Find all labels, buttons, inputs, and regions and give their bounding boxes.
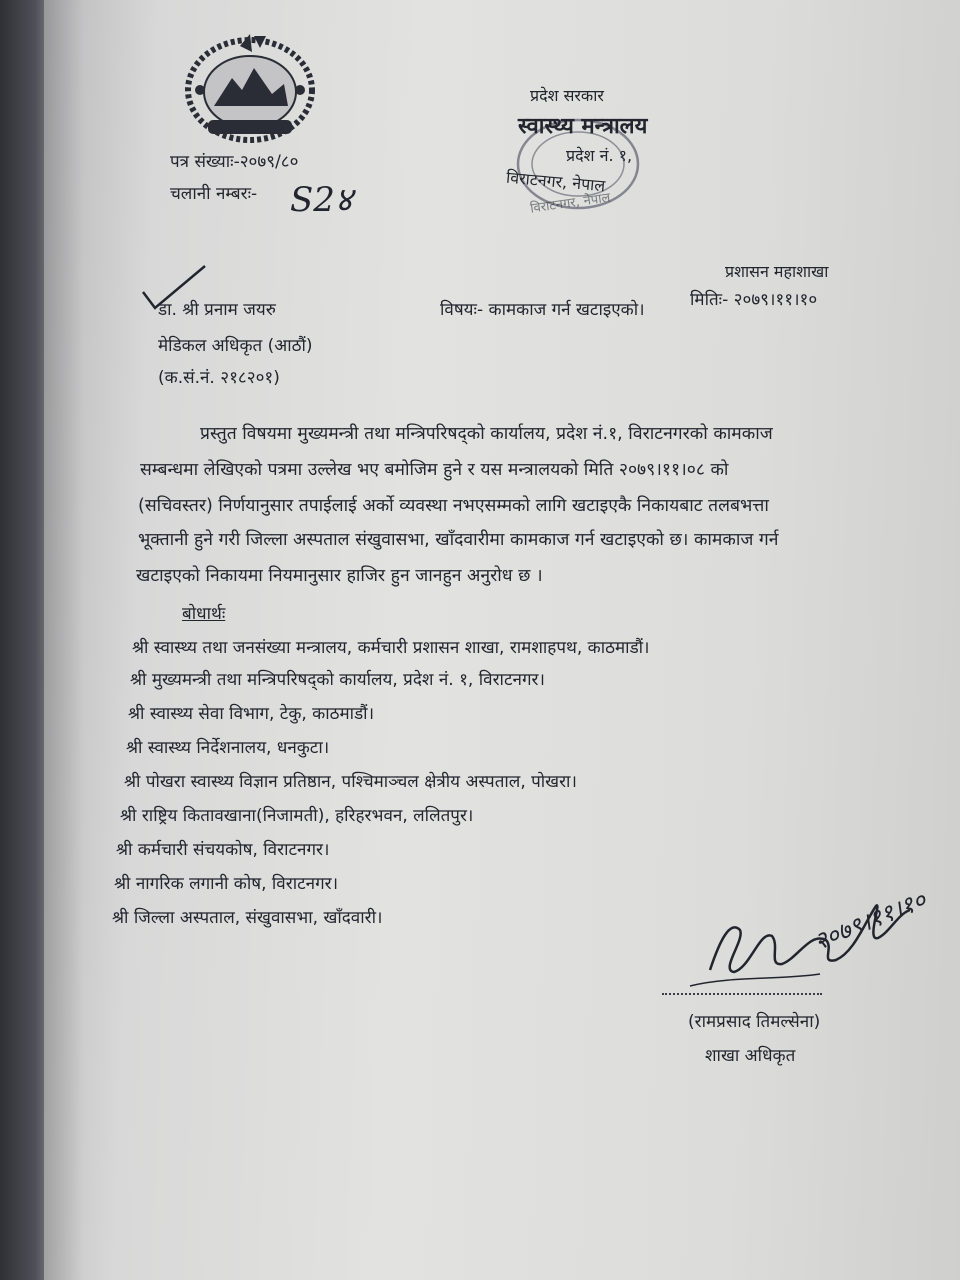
cc-item: श्री स्वास्थ्य सेवा विभाग, टेकु, काठमाडौं।	[128, 704, 375, 724]
office-line-1: प्रदेश सरकार	[530, 86, 604, 105]
body-line-1: प्रस्तुत विषयमा मुख्यमन्त्री तथा मन्त्रिपरिषद्को कार्यालय, प्रदेश नं.१, विराटनगरको कामकाज	[200, 424, 773, 444]
body-line-5: खटाइएको निकायमा नियमानुसार हाजिर हुन जानहुन अनुरोध छ ।	[136, 566, 543, 586]
cc-item: श्री मुख्यमन्त्री तथा मन्त्रिपरिषद्को कार्यालय, प्रदेश नं. १, विराटनगर।	[130, 670, 545, 690]
nepal-emblem-icon	[180, 28, 320, 146]
branch-name: प्रशासन महाशाखा	[725, 262, 829, 281]
cc-item: श्री कर्मचारी संचयकोष, विराटनगर।	[116, 840, 330, 860]
recipient-id: (क.सं.नं. २१८२०१)	[158, 368, 280, 388]
signature-date: २०७९।११।१०	[810, 885, 930, 956]
page-fold-shadow	[44, 0, 84, 1280]
office-line-3: प्रदेश नं. १,	[566, 146, 633, 165]
cc-item: श्री राष्ट्रिय कितावखाना(निजामती), हरिहरभवन, ललितपुर।	[120, 806, 474, 826]
cc-item: श्री पोखरा स्वास्थ्य विज्ञान प्रतिष्ठान, पश्चिमाञ्चल क्षेत्रीय अस्पताल, पोखरा।	[124, 772, 577, 792]
dispatch-number: S2४	[290, 180, 353, 220]
seal-text: विराटनगर, नेपाल	[529, 190, 612, 217]
cc-item: श्री स्वास्थ्य निर्देशनालय, धनकुटा।	[126, 738, 330, 758]
signatory-name: (रामप्रसाद तिमल्सेना)	[688, 1012, 821, 1032]
signature-line	[662, 993, 822, 995]
letter-date: मितिः- २०७९।११।१०	[690, 290, 818, 310]
cc-item: श्री जिल्ला अस्पताल, संखुवासभा, खाँदवारी।	[112, 908, 383, 928]
recipient-post: मेडिकल अधिकृत (आठौं)	[158, 336, 313, 356]
office-line-4: विराटनगर, नेपाल	[505, 167, 607, 196]
body-line-2: सम्बन्धमा लेखिएको पत्रमा उल्लेख भए बमोजिम हुने र यस मन्त्रालयको मिति २०७९।११।०८ को	[140, 460, 729, 480]
body-line-3: (सचिवस्तर) निर्णयानुसार तपाईलाई अर्को व्यवस्था नभएसम्मको लागि खटाइएकै निकायबाट तलबभत्ता	[138, 496, 769, 516]
cc-heading: बोधार्थः	[182, 604, 226, 624]
body-line-4: भूक्तानी हुने गरी जिल्ला अस्पताल संखुवासभा, खाँदवारीमा कामकाज गर्न खटाइएको छ। कामकाज गर्न	[138, 530, 779, 550]
background-edge	[0, 0, 50, 1280]
dispatch-label: चलानी नम्बरः-	[170, 184, 258, 204]
cc-item: श्री स्वास्थ्य तथा जनसंख्या मन्त्रालय, कर्मचारी प्रशासन शाखा, रामशाहपथ, काठमाडौं।	[132, 638, 650, 658]
subject-line: विषयः- कामकाज गर्न खटाइएको।	[440, 300, 645, 320]
recipient-name: डा. श्री प्रनाम जयरु	[158, 300, 276, 320]
signatory-title: शाखा अधिकृत	[705, 1046, 796, 1066]
cc-item: श्री नागरिक लगानी कोष, विराटनगर।	[114, 874, 339, 894]
ref-number: पत्र संख्याः-२०७९/८०	[170, 152, 299, 172]
office-ministry: स्वास्थ्य मन्त्रालय	[518, 114, 648, 139]
